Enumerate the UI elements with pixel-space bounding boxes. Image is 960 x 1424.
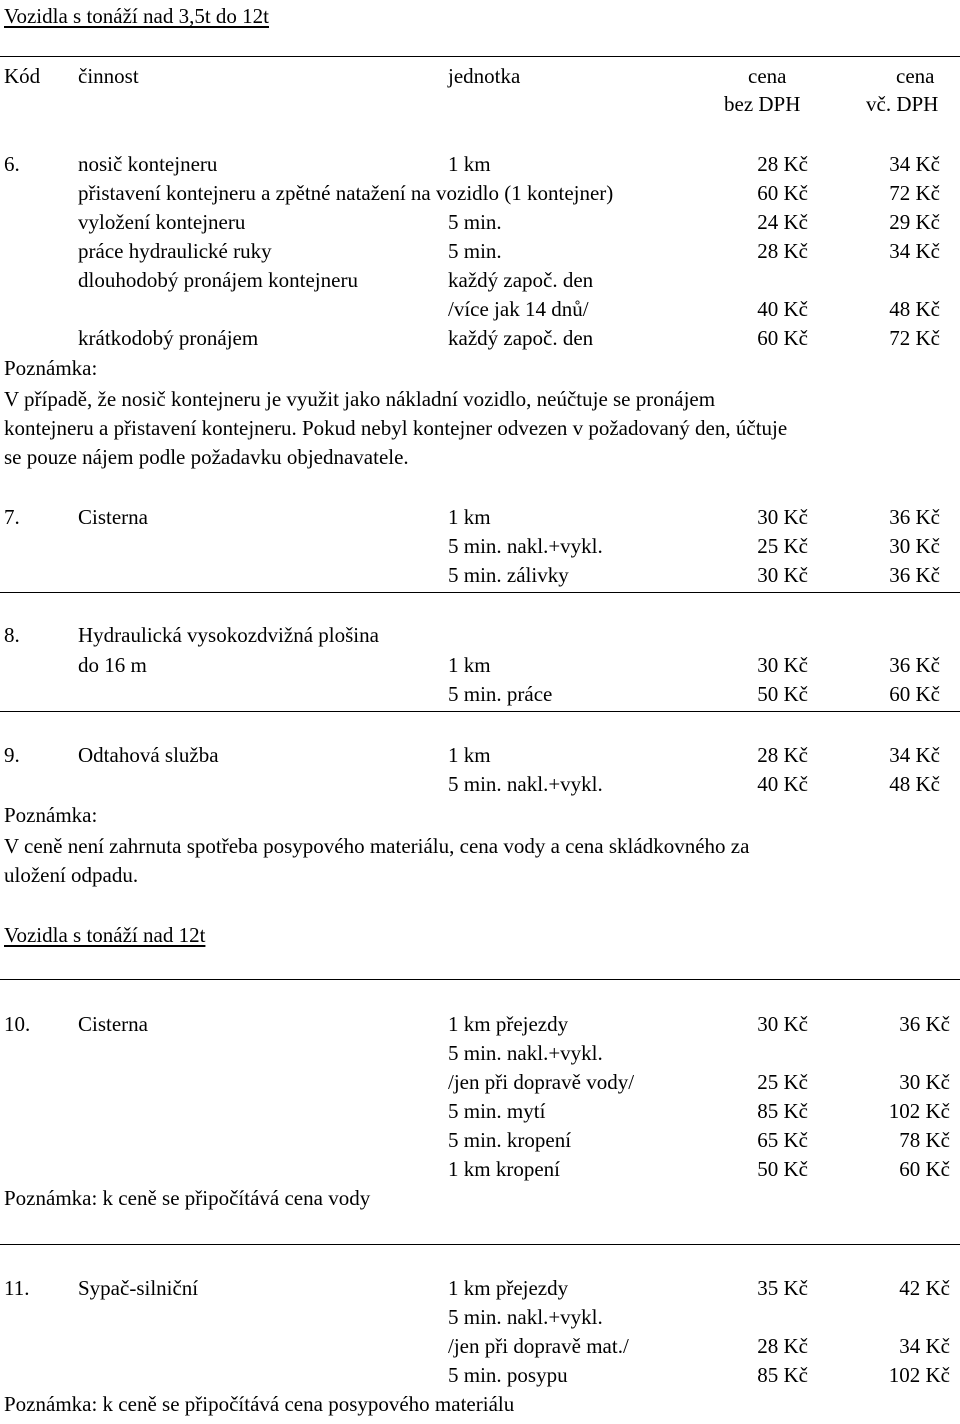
activity: krátkodobý pronájem bbox=[78, 326, 259, 350]
price-net: 60 Kč bbox=[757, 326, 808, 350]
section-title: Vozidla s tonáží nad 12t bbox=[4, 923, 206, 947]
note-label: Poznámka: bbox=[4, 356, 98, 380]
price-net: 28 Kč bbox=[757, 239, 808, 263]
price-gross: 36 Kč bbox=[889, 505, 940, 529]
unit: 1 km bbox=[448, 653, 491, 677]
note-text: Poznámka: k ceně se připočítává cena posypového materiálu bbox=[4, 1392, 515, 1416]
unit: 1 km přejezdy bbox=[448, 1276, 569, 1300]
price-gross: 34 Kč bbox=[889, 743, 940, 767]
unit: 5 min. nakl.+vykl. bbox=[448, 772, 603, 796]
activity: Odtahová služba bbox=[78, 743, 219, 767]
price-gross: 34 Kč bbox=[889, 152, 940, 176]
price-net: 24 Kč bbox=[757, 210, 808, 234]
unit: /více jak 14 dnů/ bbox=[448, 297, 589, 321]
unit: 5 min. nakl.+vykl. bbox=[448, 1305, 603, 1329]
price-net: 28 Kč bbox=[757, 1334, 808, 1358]
note-text: Poznámka: k ceně se připočítává cena vody bbox=[4, 1186, 371, 1210]
price-gross: 36 Kč bbox=[889, 563, 940, 587]
price-gross: 48 Kč bbox=[889, 772, 940, 796]
price-gross: 60 Kč bbox=[899, 1157, 950, 1181]
price-net: 40 Kč bbox=[757, 297, 808, 321]
price-gross: 36 Kč bbox=[899, 1012, 950, 1036]
price-net: 85 Kč bbox=[757, 1363, 808, 1387]
price-net: 60 Kč bbox=[757, 181, 808, 205]
item-number: 10. bbox=[4, 1012, 31, 1036]
note-text: V ceně není zahrnuta spotřeba posypového materiálu, cena vody a cena skládkovného za bbox=[4, 834, 750, 858]
unit: 5 min. nakl.+vykl. bbox=[448, 1041, 603, 1065]
unit: 5 min. zálivky bbox=[448, 563, 569, 587]
price-gross: 60 Kč bbox=[889, 682, 940, 706]
note-label: Poznámka: bbox=[4, 803, 98, 827]
header-unit: jednotka bbox=[448, 64, 521, 88]
unit: 5 min. kropení bbox=[448, 1128, 572, 1152]
price-net: 40 Kč bbox=[757, 772, 808, 796]
activity: Cisterna bbox=[78, 505, 148, 529]
price-net: 50 Kč bbox=[757, 1157, 808, 1181]
unit: 5 min. práce bbox=[448, 682, 553, 706]
unit: každý započ. den bbox=[448, 326, 594, 350]
price-gross: 48 Kč bbox=[889, 297, 940, 321]
price-net: 35 Kč bbox=[757, 1276, 808, 1300]
divider bbox=[0, 979, 960, 980]
item-number: 6. bbox=[4, 152, 20, 176]
item-number: 11. bbox=[4, 1276, 30, 1300]
note-text: uložení odpadu. bbox=[4, 863, 139, 887]
price-gross: 72 Kč bbox=[889, 326, 940, 350]
unit: /jen při dopravě mat./ bbox=[448, 1334, 629, 1358]
activity: Hydraulická vysokozdvižná plošina bbox=[78, 623, 379, 647]
header-code: Kód bbox=[4, 64, 41, 88]
price-gross: 72 Kč bbox=[889, 181, 940, 205]
price-gross: 102 Kč bbox=[888, 1363, 950, 1387]
price-gross: 78 Kč bbox=[899, 1128, 950, 1152]
activity: práce hydraulické ruky bbox=[78, 239, 272, 263]
divider bbox=[0, 711, 960, 712]
price-gross: 30 Kč bbox=[899, 1070, 950, 1094]
price-net: 30 Kč bbox=[757, 653, 808, 677]
item-number: 8. bbox=[4, 623, 20, 647]
item-number: 7. bbox=[4, 505, 20, 529]
unit: 1 km bbox=[448, 743, 491, 767]
price-net: 28 Kč bbox=[757, 152, 808, 176]
unit: /jen při dopravě vody/ bbox=[448, 1070, 635, 1094]
price-net: 85 Kč bbox=[757, 1099, 808, 1123]
price-net: 28 Kč bbox=[757, 743, 808, 767]
divider bbox=[0, 1244, 960, 1245]
price-net: 30 Kč bbox=[757, 505, 808, 529]
activity: do 16 m bbox=[78, 653, 147, 677]
note-text: V případě, že nosič kontejneru je využit jako nákladní vozidlo, neúčtuje se pronájem bbox=[4, 387, 716, 411]
price-net: 65 Kč bbox=[757, 1128, 808, 1152]
activity: Cisterna bbox=[78, 1012, 148, 1036]
price-net: 30 Kč bbox=[757, 563, 808, 587]
unit: 5 min. bbox=[448, 210, 502, 234]
section-title: Vozidla s tonáží nad 3,5t do 12t bbox=[4, 4, 269, 28]
note-text: kontejneru a přistavení kontejneru. Pokud nebyl kontejner odvezen v požadovaný den, účtuje bbox=[4, 416, 788, 440]
item-number: 9. bbox=[4, 743, 20, 767]
unit: 1 km bbox=[448, 152, 491, 176]
price-gross: 30 Kč bbox=[889, 534, 940, 558]
header-price-gross-sub: vč. DPH bbox=[866, 92, 939, 116]
activity: přistavení kontejneru a zpětné natažení na vozidlo (1 kontejner) bbox=[78, 181, 614, 205]
header-price-net-sub: bez DPH bbox=[724, 92, 801, 116]
price-gross: 102 Kč bbox=[888, 1099, 950, 1123]
note-text: se pouze nájem podle požadavku objednavatele. bbox=[4, 445, 409, 469]
price-net: 50 Kč bbox=[757, 682, 808, 706]
price-gross: 34 Kč bbox=[899, 1334, 950, 1358]
header-price-gross: cena bbox=[896, 64, 935, 88]
unit: každý započ. den bbox=[448, 268, 594, 292]
price-gross: 34 Kč bbox=[889, 239, 940, 263]
unit: 5 min. bbox=[448, 239, 502, 263]
divider bbox=[0, 56, 960, 57]
activity: dlouhodobý pronájem kontejneru bbox=[78, 268, 358, 292]
price-net: 25 Kč bbox=[757, 534, 808, 558]
unit: 5 min. nakl.+vykl. bbox=[448, 534, 603, 558]
unit: 5 min. posypu bbox=[448, 1363, 568, 1387]
header-price-net: cena bbox=[748, 64, 787, 88]
price-net: 30 Kč bbox=[757, 1012, 808, 1036]
price-gross: 29 Kč bbox=[889, 210, 940, 234]
unit: 5 min. mytí bbox=[448, 1099, 546, 1123]
price-gross: 42 Kč bbox=[899, 1276, 950, 1300]
activity: nosič kontejneru bbox=[78, 152, 218, 176]
activity: vyložení kontejneru bbox=[78, 210, 246, 234]
unit: 1 km bbox=[448, 505, 491, 529]
price-net: 25 Kč bbox=[757, 1070, 808, 1094]
activity: Sypač-silniční bbox=[78, 1276, 199, 1300]
header-activity: činnost bbox=[78, 64, 139, 88]
price-gross: 36 Kč bbox=[889, 653, 940, 677]
unit: 1 km přejezdy bbox=[448, 1012, 569, 1036]
unit: 1 km kropení bbox=[448, 1157, 560, 1181]
divider bbox=[0, 592, 960, 593]
